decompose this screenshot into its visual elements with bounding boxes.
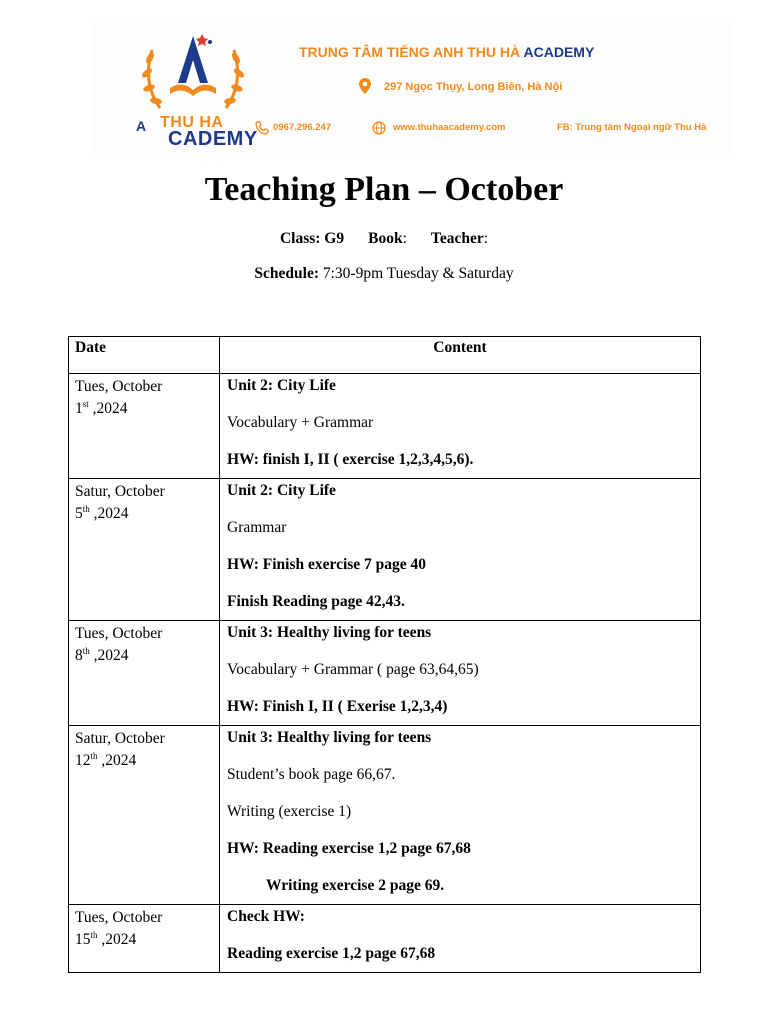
unit-title: Unit 3: Healthy living for teens [227,729,432,746]
date-cell [69,621,220,726]
teaching-plan-table [68,336,701,973]
page-title: Teaching Plan – October [204,171,564,208]
date-cell [69,374,220,479]
lesson-line: Writing (exercise 1) [227,803,352,820]
date-suffix: th [90,751,98,761]
homework-line: Writing exercise 2 page 69. [266,877,445,894]
date-day: 1 [75,400,83,417]
homework-line: HW: Finish exercise 7 page 40 [227,556,427,573]
center-name-blue: ACADEMY [523,44,595,60]
date-day: 12 [75,752,91,769]
homework-line: Reading exercise 1,2 page 67,68 [227,945,436,962]
date-day: 8 [75,647,83,664]
date-prefix: Satur, October [75,483,165,500]
date-prefix: Tues, October [75,625,163,642]
schedule-value: 7:30-9pm Tuesday & Saturday [318,265,514,282]
date-day: 15 [75,931,91,948]
date-suffix: th [90,930,98,940]
logo-a-letter: A [136,118,147,134]
location-pin-icon [358,78,372,94]
teacher-colon: : [483,230,489,247]
check-homework-title: Check HW: [227,908,305,925]
homework-line: HW: Reading exercise 1,2 page 67,68 [227,840,471,857]
center-name-orange: TRUNG TÂM TIẾNG ANH THU HÀ [299,44,521,60]
content-cell [220,621,701,726]
website: www.thuhaacademy.com [393,122,506,133]
table-row [69,621,701,726]
date-year: ,2024 [89,647,129,664]
date-column-header: Date [69,337,220,374]
date-prefix: Tues, October [75,378,163,395]
date-cell [69,905,220,973]
date-year: ,2024 [88,400,128,417]
date-cell [69,479,220,621]
laurel-icon [130,28,260,123]
date-year: ,2024 [97,931,137,948]
phone-icon [255,121,269,135]
lesson-line: Vocabulary + Grammar [227,414,374,431]
table-row [69,726,701,905]
date-suffix: th [82,504,90,514]
lesson-line: Grammar [227,519,287,536]
date-suffix: th [82,646,90,656]
lesson-line: Vocabulary + Grammar ( page 63,64,65) [227,661,479,678]
center-name [299,44,594,60]
table-row [69,905,701,973]
table-header-row [69,337,701,374]
date-cell [69,726,220,905]
date-suffix: st [82,399,89,409]
lesson-line: Student’s book page 66,67. [227,766,396,783]
date-year: ,2024 [89,505,129,522]
unit-title: Unit 2: City Life [227,482,336,499]
schedule-label: Schedule: [254,265,319,282]
book-label: Book [368,230,403,247]
homework-line: HW: Finish I, II ( Exerise 1,2,3,4) [227,698,448,715]
globe-icon [372,121,386,135]
content-cell [220,726,701,905]
address: 297 Ngọc Thụy, Long Biên, Hà Nội [384,81,563,93]
header-banner [92,22,732,154]
date-prefix: Satur, October [75,730,165,747]
date-year: ,2024 [97,752,137,769]
homework-line: HW: finish I, II ( exercise 1,2,3,4,5,6). [227,451,474,468]
unit-title: Unit 3: Healthy living for teens [227,624,432,641]
content-cell [220,905,701,973]
homework-line: Finish Reading page 42,43. [227,593,405,610]
date-prefix: Tues, October [75,909,163,926]
content-cell [220,374,701,479]
content-cell [220,479,701,621]
schedule [0,265,768,283]
unit-title: Unit 2: City Life [227,377,336,394]
table-row [69,374,701,479]
phone-number: 0967.296.247 [273,122,332,133]
class-info [0,230,768,248]
teacher-label: Teacher [430,230,484,247]
content-column-header: Content [220,337,701,374]
logo-text-academy: CADEMY [168,128,258,150]
academy-logo [130,28,260,148]
date-day: 5 [75,505,83,522]
class-label: Class: G9 [279,230,345,247]
book-colon: : [402,230,407,247]
table-row [69,479,701,621]
facebook-page: FB: Trung tâm Ngoại ngữ Thu Hà [557,122,707,133]
logo-text-thu-ha: THU HA [160,114,224,131]
